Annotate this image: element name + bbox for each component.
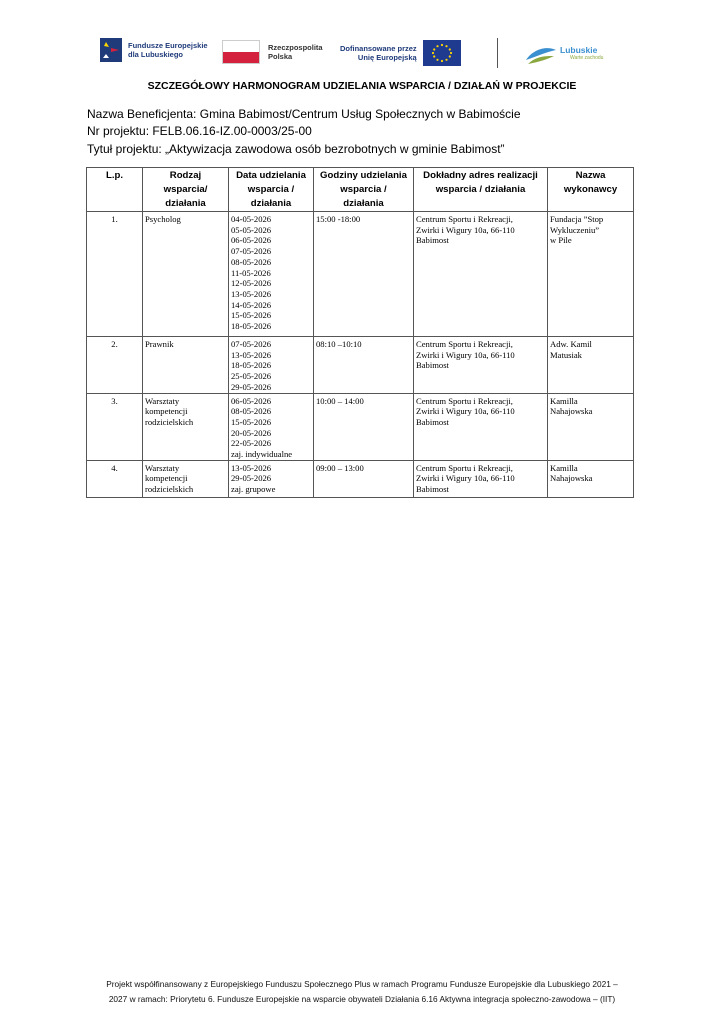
eu-logo-line1: Dofinansowane przez bbox=[340, 44, 417, 53]
adres-line: Centrum Sportu i Rekreacji, bbox=[416, 395, 513, 406]
rzeczpospolita-polska-logo bbox=[222, 40, 323, 64]
header-text: działania bbox=[165, 198, 206, 209]
wykonawca-line: Fundacja ”Stop bbox=[550, 214, 604, 224]
wykonawca-line: Kamilla bbox=[550, 462, 578, 473]
polish-flag-icon bbox=[222, 40, 260, 64]
wykonawca-line: Nahajowska bbox=[550, 406, 593, 417]
header-text: wsparcia / bbox=[340, 184, 387, 195]
date-line: 15-05-2026 bbox=[231, 416, 272, 427]
schedule-table bbox=[86, 167, 634, 498]
wykonawca-line: Wykluczeniu” bbox=[550, 224, 600, 235]
date-line: 12-05-2026 bbox=[231, 278, 272, 289]
cell-rodzaj bbox=[143, 337, 229, 394]
rodzaj-line: kompetencji bbox=[145, 406, 188, 417]
adres-line: Babimost bbox=[416, 484, 449, 495]
project-title-line: Tytuł projektu: „Aktywizacja zawodowa osób bezrobotnych w gminie Babimost” bbox=[87, 141, 505, 156]
cell-adres bbox=[414, 460, 548, 497]
date-line: 11-05-2026 bbox=[231, 267, 271, 278]
date-line: 29-05-2026 bbox=[231, 473, 272, 484]
table-header-row bbox=[87, 168, 634, 212]
rp-logo-line1: Rzeczpospolita bbox=[268, 43, 323, 52]
adres-line: Centrum Sportu i Rekreacji, bbox=[416, 462, 513, 473]
date-line: 06-05-2026 bbox=[231, 395, 272, 406]
cell-wykonawca bbox=[548, 460, 634, 497]
header-text: Rodzaj bbox=[169, 170, 202, 181]
wykonawca-line: Matusiak bbox=[550, 349, 582, 360]
cell-wykonawca bbox=[548, 212, 634, 337]
cell-adres bbox=[414, 393, 548, 460]
header-text: wsparcia / działania bbox=[435, 184, 526, 195]
table-row bbox=[87, 337, 634, 394]
date-line: 14-05-2026 bbox=[231, 299, 272, 310]
fundusze-europejskie-logo bbox=[100, 38, 208, 62]
eu-flag-icon bbox=[423, 40, 461, 66]
eu-funding-logo bbox=[340, 40, 461, 66]
adres-line: Centrum Sportu i Rekreacji, bbox=[416, 214, 513, 224]
table-row bbox=[87, 212, 634, 337]
rodzaj-line: Prawnik bbox=[145, 339, 174, 349]
header-adres bbox=[414, 168, 548, 212]
date-line: 25-05-2026 bbox=[231, 371, 272, 382]
eu-logo-line2: Unię Europejską bbox=[357, 53, 417, 62]
rp-logo-line2: Polska bbox=[268, 52, 293, 61]
cell-godziny: 09:00 – 13:00 bbox=[314, 460, 414, 497]
date-line: 07-05-2026 bbox=[231, 339, 272, 349]
rodzaj-line: Warsztaty bbox=[145, 395, 180, 406]
header-text: wsparcia/ bbox=[163, 184, 208, 195]
adres-line: Zwirki i Wigury 10a, 66-110 bbox=[416, 224, 515, 235]
wykonawca-line: w Pile bbox=[550, 235, 572, 246]
cell-lp: 1. bbox=[87, 212, 143, 337]
cell-daty bbox=[229, 212, 314, 337]
cell-rodzaj bbox=[143, 460, 229, 497]
wykonawca-line: Adw. Kamil bbox=[550, 339, 592, 349]
header-text: Data udzielania bbox=[236, 170, 306, 181]
header-godziny bbox=[314, 168, 414, 212]
cell-lp: 4. bbox=[87, 460, 143, 497]
rodzaj-line: rodzicielskich bbox=[145, 416, 194, 427]
date-line: 15-05-2026 bbox=[231, 310, 272, 321]
header-text: L.p. bbox=[105, 170, 124, 181]
cell-wykonawca bbox=[548, 393, 634, 460]
footer-note bbox=[82, 977, 642, 1007]
adres-line: Babimost bbox=[416, 235, 449, 246]
date-line: 29-05-2026 bbox=[231, 381, 272, 392]
cell-godziny: 10:00 – 14:00 bbox=[314, 393, 414, 460]
fe-logo-line2: dla Lubuskiego bbox=[128, 50, 184, 59]
lubuskie-logo-text: Lubuskie bbox=[560, 45, 598, 55]
cell-adres bbox=[414, 337, 548, 394]
lubuskie-logo-subtext: Warte zachodu bbox=[570, 55, 604, 61]
date-line: 06-05-2026 bbox=[231, 235, 272, 246]
cell-daty bbox=[229, 460, 314, 497]
wykonawca-line: Nahajowska bbox=[550, 473, 593, 484]
cell-daty bbox=[229, 393, 314, 460]
cell-lp: 3. bbox=[87, 393, 143, 460]
logo-bar bbox=[100, 38, 640, 74]
header-text: Nazwa bbox=[575, 170, 606, 181]
date-line: 08-05-2026 bbox=[231, 256, 272, 267]
header-text: wsparcia / bbox=[247, 184, 295, 195]
lubuskie-leaf-icon bbox=[524, 42, 558, 68]
header-wykonawca bbox=[548, 168, 634, 212]
cell-godziny: 15:00 -18:00 bbox=[314, 212, 414, 337]
header-text: wykonawcy bbox=[563, 184, 618, 195]
date-line: 13-05-2026 bbox=[231, 349, 272, 360]
table-row bbox=[87, 393, 634, 460]
date-line: 08-05-2026 bbox=[231, 406, 272, 417]
cell-daty bbox=[229, 337, 314, 394]
date-line: 13-05-2026 bbox=[231, 462, 272, 473]
table-row bbox=[87, 460, 634, 497]
cell-adres bbox=[414, 212, 548, 337]
date-line: zaj. indywidualne bbox=[231, 449, 293, 460]
adres-line: Babimost bbox=[416, 416, 449, 427]
adres-line: Babimost bbox=[416, 360, 449, 371]
date-line: 13-05-2026 bbox=[231, 288, 272, 299]
date-line: 18-05-2026 bbox=[231, 360, 272, 371]
cell-godziny: 08:10 –10:10 bbox=[314, 337, 414, 394]
beneficiary-line: Nazwa Beneficjenta: Gmina Babimost/Centrum Usług Społecznych w Babimoście bbox=[87, 107, 521, 121]
header-text: działania bbox=[250, 198, 292, 209]
cell-rodzaj bbox=[143, 393, 229, 460]
date-line: 20-05-2026 bbox=[231, 427, 272, 438]
adres-line: Centrum Sportu i Rekreacji, bbox=[416, 339, 513, 349]
header-text: Godziny udzielania bbox=[320, 170, 407, 181]
rodzaj-line: Psycholog bbox=[145, 214, 181, 224]
rodzaj-line: Warsztaty bbox=[145, 462, 180, 473]
date-line: 05-05-2026 bbox=[231, 224, 272, 235]
fe-star-icon bbox=[100, 38, 122, 62]
schedule-rows bbox=[87, 212, 634, 498]
adres-line: Zwirki i Wigury 10a, 66-110 bbox=[416, 406, 515, 417]
date-line: 22-05-2026 bbox=[231, 438, 272, 449]
date-line: 07-05-2026 bbox=[231, 246, 272, 257]
rodzaj-line: kompetencji bbox=[145, 473, 188, 484]
wykonawca-line: Kamilla bbox=[550, 395, 578, 406]
date-line: 04-05-2026 bbox=[231, 214, 272, 224]
adres-line: Zwirki i Wigury 10a, 66-110 bbox=[416, 473, 515, 484]
adres-line: Zwirki i Wigury 10a, 66-110 bbox=[416, 349, 515, 360]
header-lp bbox=[87, 168, 143, 212]
date-line: 18-05-2026 bbox=[231, 321, 272, 332]
lubuskie-logo bbox=[524, 40, 604, 68]
footer-line1: Projekt współfinansowany z Europejskiego Funduszu Społecznego Plus w ramach Programu Fundusze Europejskie dla Lubuskiego 2021 – bbox=[106, 979, 618, 989]
fe-logo-line1: Fundusze Europejskie bbox=[128, 41, 208, 50]
logo-separator bbox=[497, 38, 498, 68]
project-number-line: Nr projektu: FELB.06.16-IZ.00-0003/25-00 bbox=[87, 124, 312, 139]
header-data bbox=[229, 168, 314, 212]
date-line: zaj. grupowe bbox=[231, 484, 276, 495]
rodzaj-line: rodzicielskich bbox=[145, 484, 194, 495]
header-rodzaj bbox=[143, 168, 229, 212]
cell-rodzaj bbox=[143, 212, 229, 337]
header-text: działania bbox=[343, 198, 384, 209]
footer-line2: 2027 w ramach: Priorytetu 6. Fundusze Europejskie na wsparcie obywateli Działania 6.16 Aktywna integracja społeczno-zawodowa – (IIT) bbox=[108, 994, 616, 1004]
cell-wykonawca bbox=[548, 337, 634, 394]
cell-lp: 2. bbox=[87, 337, 143, 394]
project-meta bbox=[87, 106, 521, 158]
header-text: Dokładny adres realizacji bbox=[423, 170, 538, 181]
document-title: SZCZEGÓŁOWY HARMONOGRAM UDZIELANIA WSPARCIA / DZIAŁAŃ W PROJEKCIE bbox=[147, 80, 577, 92]
